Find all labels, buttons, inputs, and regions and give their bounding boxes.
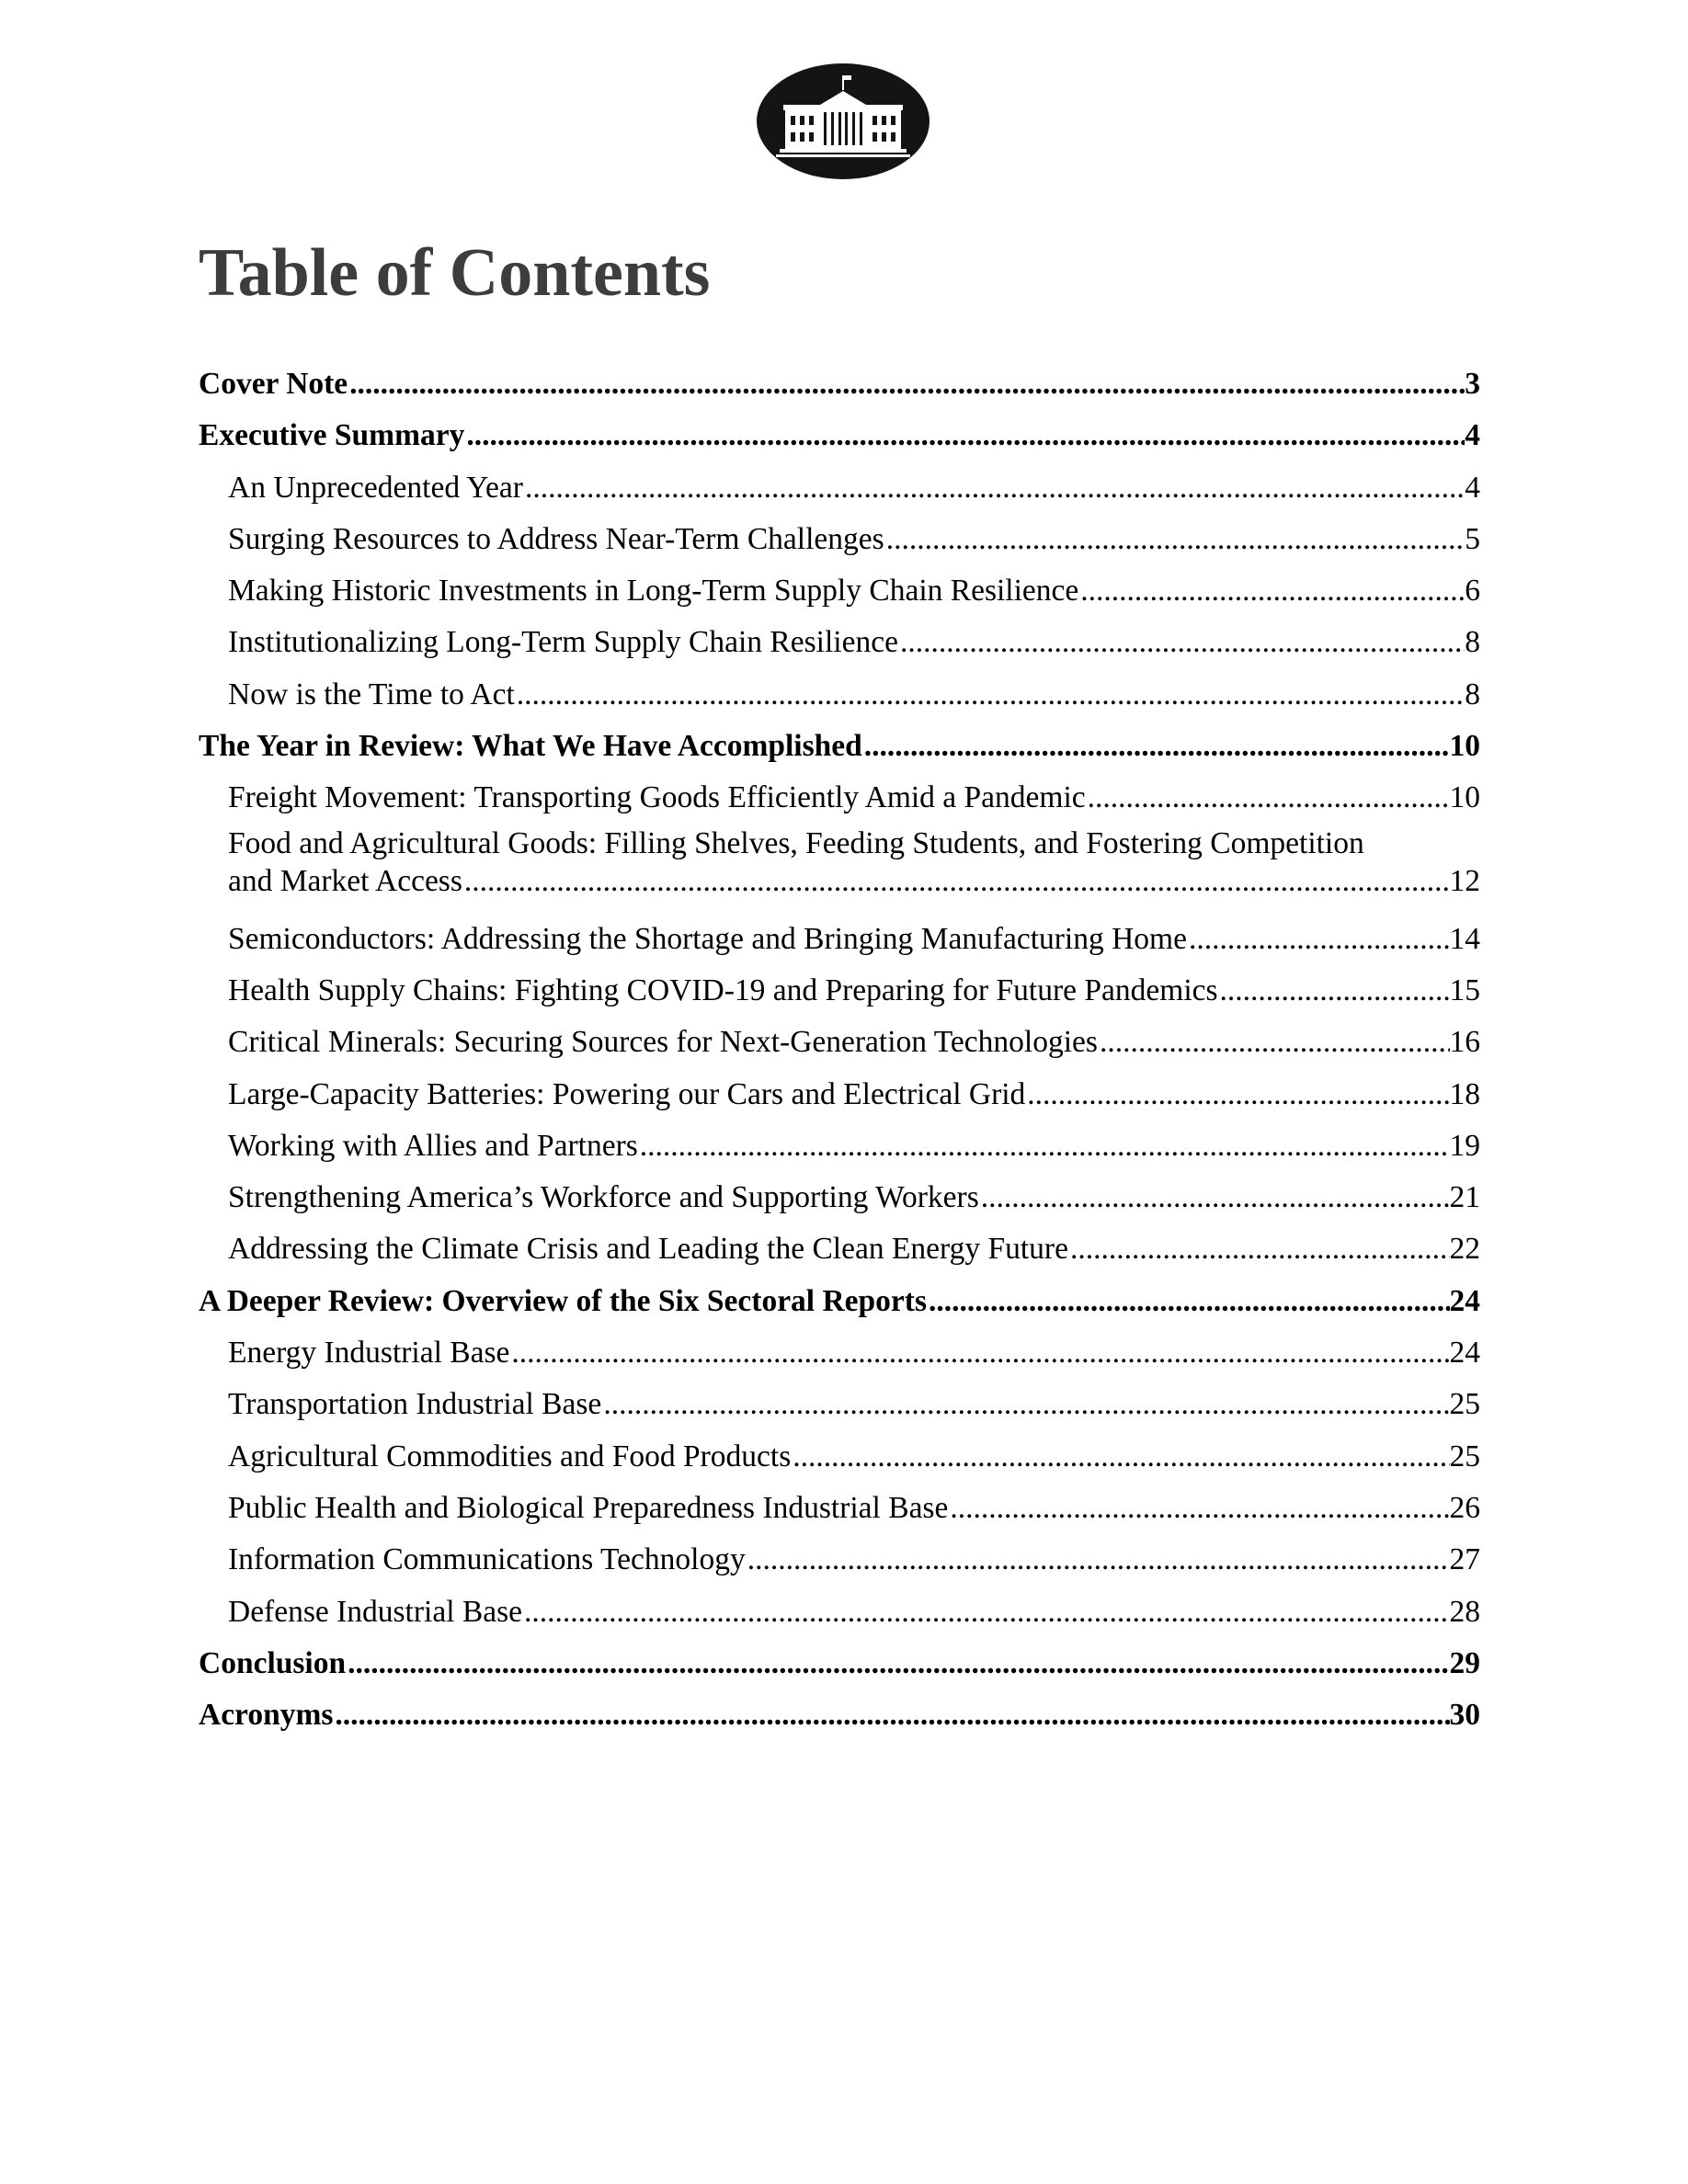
toc-entry-deeper-review[interactable] xyxy=(199,1276,1480,1327)
toc-entry-surging-resources[interactable] xyxy=(199,514,1480,565)
toc-entry-critical-minerals[interactable] xyxy=(199,1017,1480,1068)
toc-entry-page: 16 xyxy=(1449,1025,1480,1060)
toc-entry-acronyms[interactable] xyxy=(199,1689,1480,1741)
toc-entry-label: Freight Movement: Transporting Goods Efficiently Amid a Pandemic xyxy=(228,780,1086,815)
toc-entry-year-in-review[interactable] xyxy=(199,721,1480,772)
toc-entry-label: Conclusion xyxy=(199,1645,347,1680)
toc-entry-executive-summary[interactable] xyxy=(199,410,1480,461)
dot-leader xyxy=(884,514,1466,565)
toc-entry-label: Defense Industrial Base xyxy=(228,1594,523,1629)
toc-entry-defense-industrial-base[interactable] xyxy=(199,1587,1480,1638)
toc-entry-page: 30 xyxy=(1449,1698,1480,1733)
dot-leader xyxy=(601,1379,1449,1430)
toc-entry-label-continued: and Market Access xyxy=(228,863,462,898)
toc-entry-workforce[interactable] xyxy=(199,1172,1480,1223)
dot-leader xyxy=(1218,965,1450,1017)
toc-entry-page: 14 xyxy=(1449,921,1480,956)
table-of-contents xyxy=(199,358,1480,1741)
toc-entry-label: Acronyms xyxy=(199,1698,334,1733)
toc-entry-page: 6 xyxy=(1465,574,1480,609)
toc-entry-agricultural-commodities[interactable] xyxy=(199,1431,1480,1483)
toc-entry-freight-movement[interactable] xyxy=(199,772,1480,824)
dot-leader xyxy=(522,1587,1449,1638)
toc-entry-large-capacity-batteries[interactable] xyxy=(199,1069,1480,1120)
toc-entry-label: Agricultural Commodities and Food Products xyxy=(228,1439,792,1473)
dot-leader xyxy=(927,1276,1450,1327)
toc-entry-label: Large-Capacity Batteries: Powering our Cars and Electrical Grid xyxy=(228,1076,1026,1111)
toc-entry-label: Strengthening America’s Workforce and Supporting Workers xyxy=(228,1180,979,1215)
toc-entry-climate-crisis[interactable] xyxy=(199,1223,1480,1275)
dot-leader xyxy=(746,1534,1450,1586)
toc-entry-public-health[interactable] xyxy=(199,1483,1480,1534)
dot-leader xyxy=(509,1327,1449,1379)
toc-entry-page: 15 xyxy=(1449,973,1480,1007)
toc-entry-historic-investments[interactable] xyxy=(199,565,1480,617)
toc-entry-page: 25 xyxy=(1449,1387,1480,1422)
toc-entry-label: Energy Industrial Base xyxy=(228,1336,510,1371)
toc-entry-page: 4 xyxy=(1465,418,1480,453)
toc-entry-page: 25 xyxy=(1449,1439,1480,1473)
toc-entry-label: Now is the Time to Act xyxy=(228,677,515,711)
toc-entry-page: 27 xyxy=(1449,1542,1480,1577)
toc-entry-time-to-act[interactable] xyxy=(199,669,1480,721)
toc-entry-page: 26 xyxy=(1449,1490,1480,1525)
toc-entry-conclusion[interactable] xyxy=(199,1638,1480,1689)
toc-entry-institutionalizing[interactable] xyxy=(199,617,1480,668)
dot-leader xyxy=(333,1689,1449,1741)
toc-entry-label: Information Communications Technology xyxy=(228,1542,746,1577)
toc-entry-page: 3 xyxy=(1465,367,1480,401)
toc-entry-page: 24 xyxy=(1449,1336,1480,1371)
toc-entry-label: The Year in Review: What We Have Accomplished xyxy=(199,729,862,764)
toc-entry-label: Cover Note xyxy=(199,367,348,401)
toc-entry-health-supply-chains[interactable] xyxy=(199,965,1480,1017)
toc-entry-label: Critical Minerals: Securing Sources for Next-Generation Technologies xyxy=(228,1025,1098,1060)
toc-entry-page: 10 xyxy=(1449,729,1480,764)
dot-leader xyxy=(1187,914,1450,965)
white-house-seal-icon xyxy=(756,63,930,180)
dot-leader xyxy=(515,669,1465,721)
toc-entry-page: 5 xyxy=(1465,521,1480,556)
toc-entry-label: Food and Agricultural Goods: Filling Shelves, Feeding Students, and Fostering Competition xyxy=(228,825,1364,860)
toc-entry-page: 22 xyxy=(1449,1232,1480,1267)
toc-entry-label: Executive Summary xyxy=(199,418,465,453)
toc-entry-page: 18 xyxy=(1449,1076,1480,1111)
toc-entry-page: 12 xyxy=(1449,863,1480,898)
dot-leader xyxy=(1068,1223,1450,1275)
dot-leader xyxy=(1025,1069,1449,1120)
toc-entry-label: Institutionalizing Long-Term Supply Chain Resilience xyxy=(228,625,898,660)
toc-entry-label: Making Historic Investments in Long-Term Supply Chain Resilience xyxy=(228,574,1079,609)
toc-entry-label: Transportation Industrial Base xyxy=(228,1387,602,1422)
toc-entry-page: 10 xyxy=(1449,780,1480,815)
dot-leader xyxy=(638,1120,1450,1172)
toc-entry-label: Semiconductors: Addressing the Shortage and Bringing Manufacturing Home xyxy=(228,921,1187,956)
page-title: Table of Contents xyxy=(199,235,711,311)
dot-leader xyxy=(348,358,1465,410)
toc-entry-energy-industrial-base[interactable] xyxy=(199,1327,1480,1379)
toc-entry-label: Addressing the Climate Crisis and Leading the Clean Energy Future xyxy=(228,1232,1068,1267)
dot-leader xyxy=(979,1172,1450,1223)
toc-entry-label: A Deeper Review: Overview of the Six Sectoral Reports xyxy=(199,1283,927,1318)
toc-entry-semiconductors[interactable] xyxy=(199,914,1480,965)
toc-entry-page: 19 xyxy=(1449,1128,1480,1163)
toc-entry-label: Working with Allies and Partners xyxy=(228,1128,638,1163)
toc-entry-label: Health Supply Chains: Fighting COVID-19 and Preparing for Future Pandemics xyxy=(228,973,1218,1007)
toc-entry-label: An Unprecedented Year xyxy=(228,470,523,505)
dot-leader xyxy=(1078,565,1465,617)
dot-leader xyxy=(523,462,1465,514)
dot-leader xyxy=(346,1638,1449,1689)
dot-leader xyxy=(862,721,1450,772)
dot-leader xyxy=(898,617,1465,668)
toc-entry-allies-partners[interactable] xyxy=(199,1120,1480,1172)
toc-entry-page: 21 xyxy=(1449,1180,1480,1215)
dot-leader xyxy=(464,410,1465,461)
toc-entry-page: 4 xyxy=(1465,470,1480,505)
toc-entry-transportation-industrial-base[interactable] xyxy=(199,1379,1480,1430)
toc-entry-food-agricultural[interactable] xyxy=(199,825,1480,900)
dot-leader xyxy=(1098,1017,1450,1068)
toc-entry-cover-note[interactable] xyxy=(199,358,1480,410)
toc-entry-page: 29 xyxy=(1449,1645,1480,1680)
toc-entry-page: 24 xyxy=(1449,1283,1480,1318)
toc-entry-information-communications[interactable] xyxy=(199,1534,1480,1586)
dot-leader xyxy=(462,862,1450,900)
toc-entry-page: 8 xyxy=(1465,677,1480,711)
toc-entry-unprecedented-year[interactable] xyxy=(199,462,1480,514)
dot-leader xyxy=(1086,772,1450,824)
toc-entry-page: 8 xyxy=(1465,625,1480,660)
toc-entry-label: Public Health and Biological Preparedness Industrial Base xyxy=(228,1490,949,1525)
toc-entry-line2 xyxy=(228,862,1480,900)
dot-leader xyxy=(948,1483,1449,1534)
toc-entry-page: 28 xyxy=(1449,1594,1480,1629)
dot-leader xyxy=(791,1431,1449,1483)
toc-entry-label: Surging Resources to Address Near-Term Challenges xyxy=(228,521,884,556)
